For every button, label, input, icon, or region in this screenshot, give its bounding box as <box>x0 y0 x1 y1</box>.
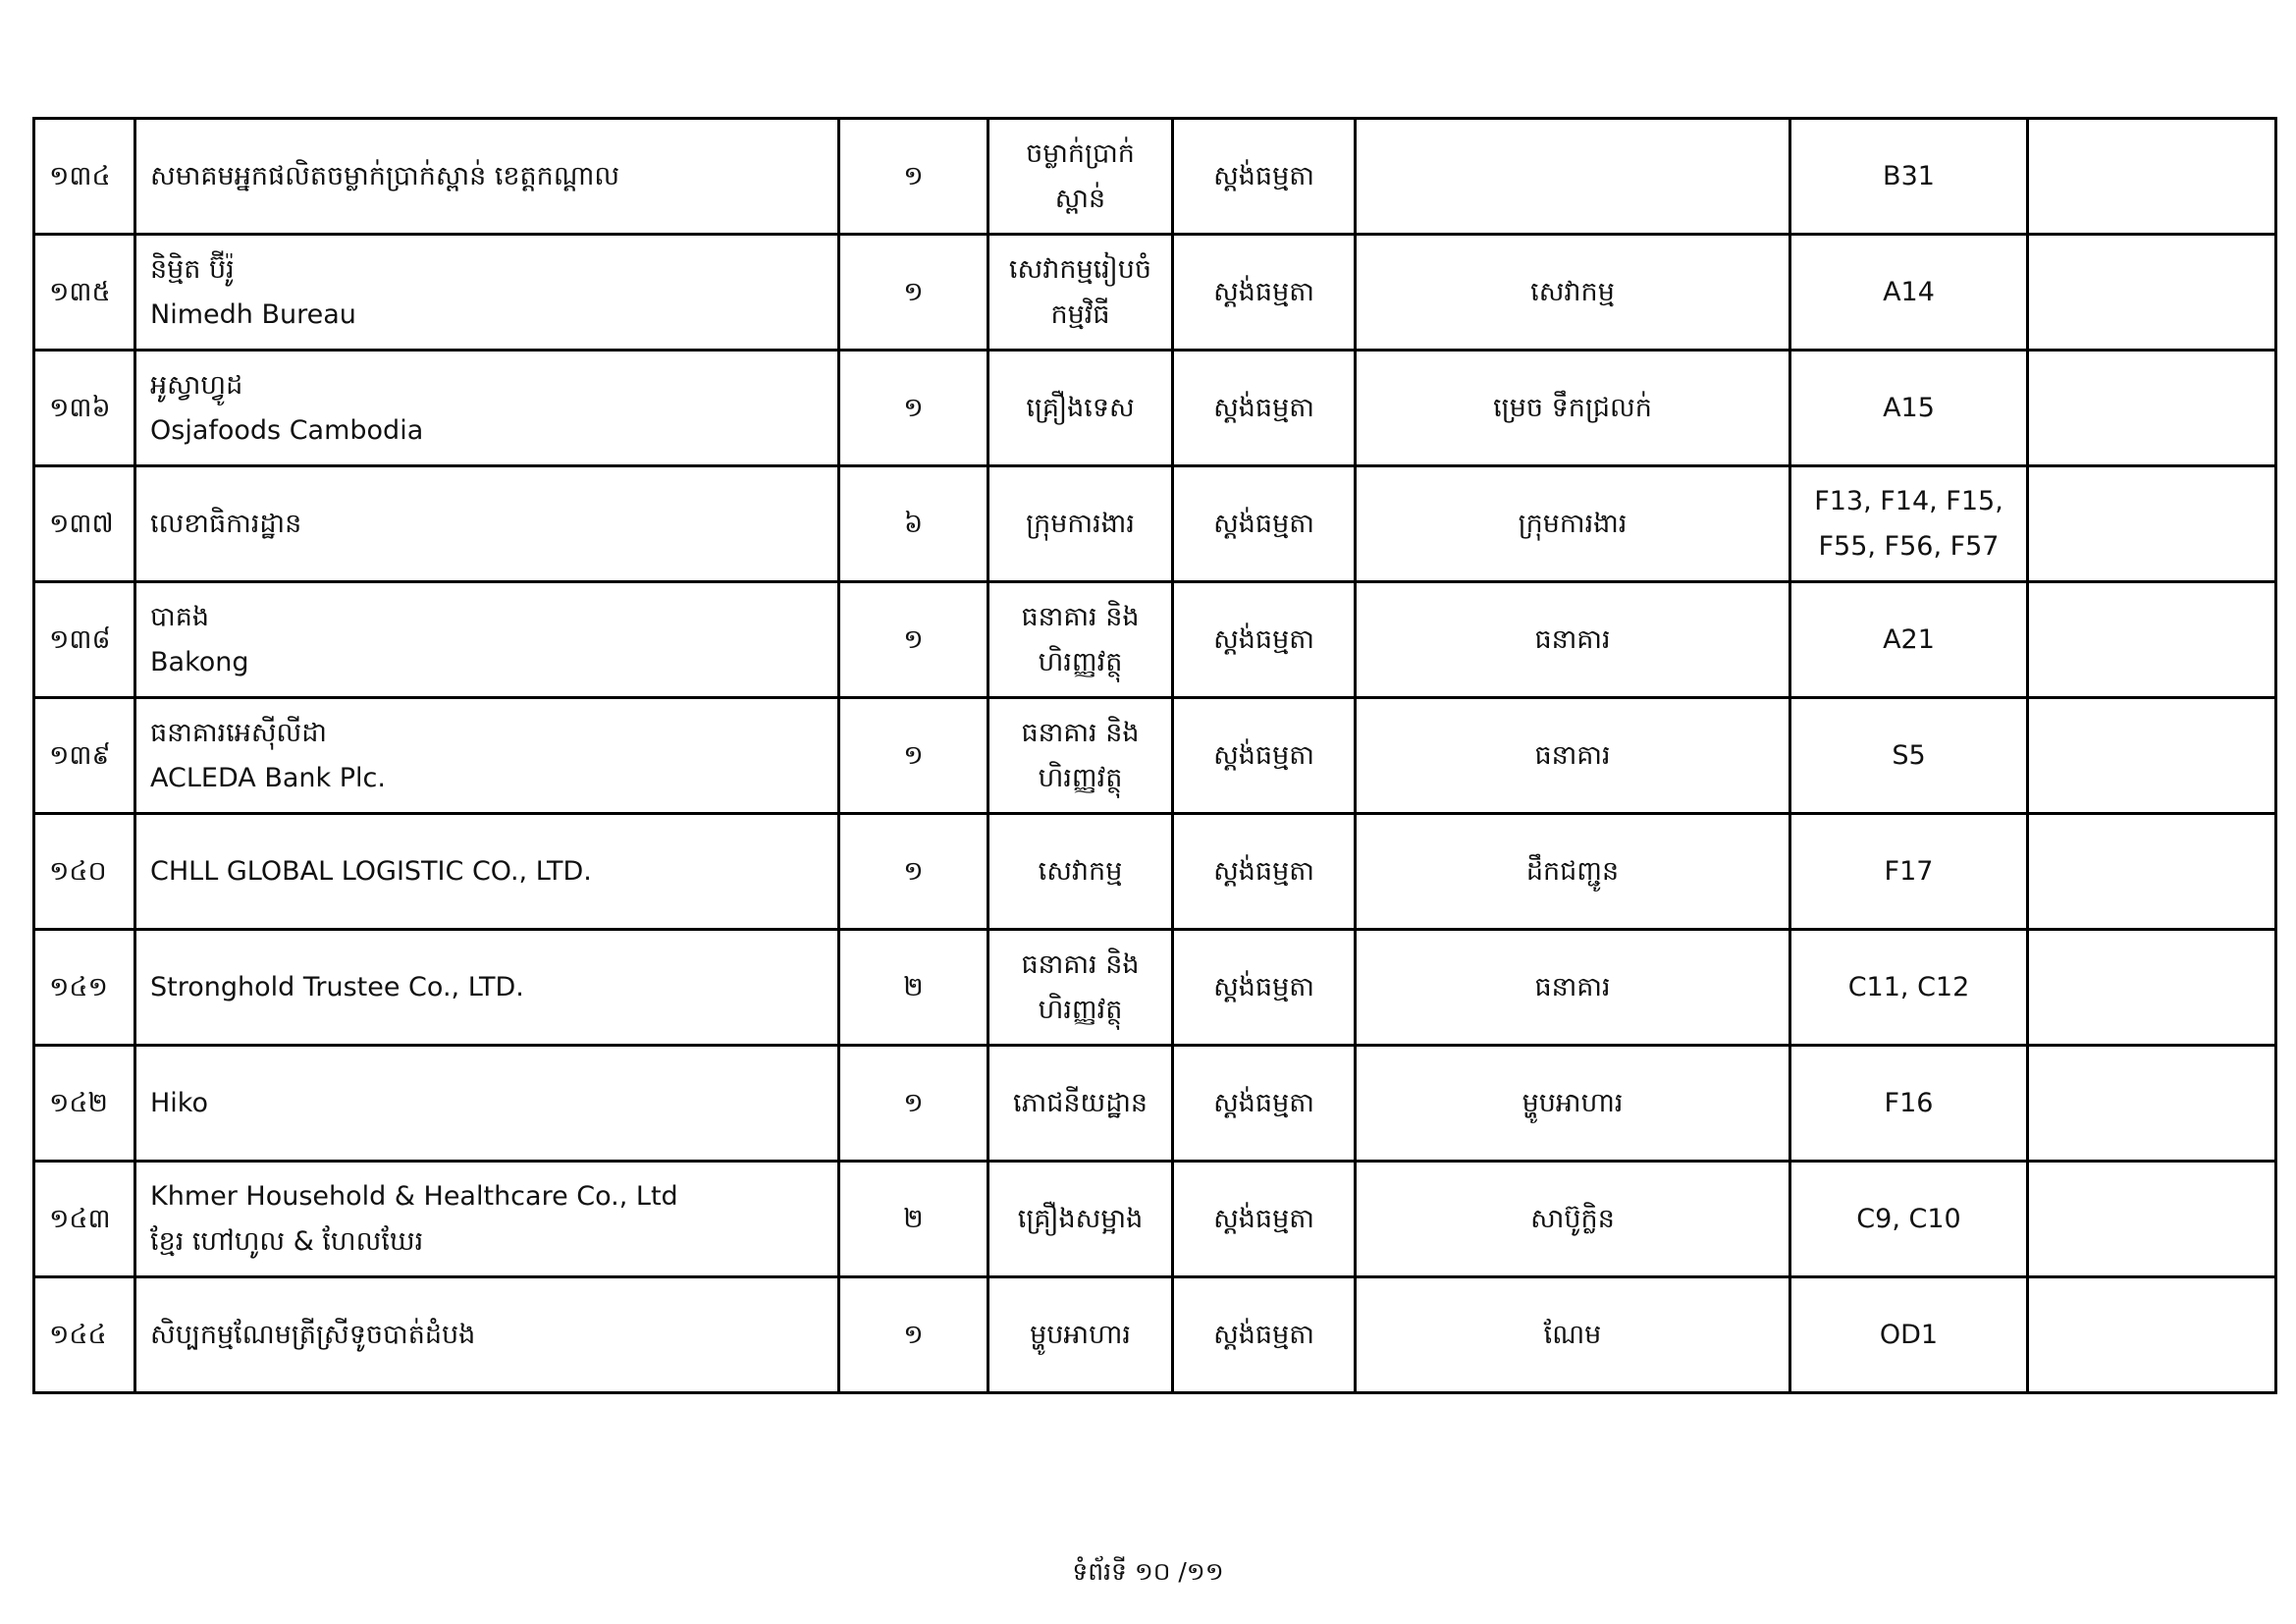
row-number: ១៤២ <box>34 1046 135 1162</box>
booth-codes <box>1790 1162 2028 1277</box>
remarks <box>2028 698 2276 814</box>
row-number: ១៣៨ <box>34 582 135 698</box>
booth-standard: ស្តង់ធម្មតា <box>1173 814 1356 930</box>
business-category-line: ធនាគារ និង <box>1021 601 1140 632</box>
booth-standard: ស្តង់ធម្មតា <box>1173 698 1356 814</box>
booth-quantity: ២ <box>839 1162 988 1277</box>
table-row <box>34 814 2276 930</box>
booth-standard: ស្តង់ធម្មតា <box>1173 930 1356 1046</box>
row-number: ១៣៦ <box>34 351 135 466</box>
business-category-line: ធនាគារ និង <box>1021 717 1140 748</box>
booth-standard: ស្តង់ធម្មតា <box>1173 582 1356 698</box>
business-category <box>988 1046 1173 1162</box>
row-number: ១៤១ <box>34 930 135 1046</box>
exhibitor-name-line: សិប្បកម្មណែមត្រីស្រីទូចបាត់ដំបង <box>150 1319 476 1350</box>
business-category-line: គ្រឿងទេស <box>1026 392 1135 423</box>
booth-codes-line: F17 <box>1884 855 1934 887</box>
row-number: ១៤៤ <box>34 1277 135 1393</box>
business-category-line: ស្ពាន់ <box>1054 183 1106 214</box>
remarks <box>2028 351 2276 466</box>
products: ធនាគារ <box>1356 698 1790 814</box>
booth-codes-line: C11, C12 <box>1847 971 1970 1002</box>
products: ធនាគារ <box>1356 930 1790 1046</box>
booth-codes-line: F16 <box>1884 1087 1934 1118</box>
business-category-line: ក្រុមការងារ <box>1026 508 1135 539</box>
business-category-line: សេវាកម្ម <box>1038 855 1123 887</box>
business-category <box>988 814 1173 930</box>
booth-standard: ស្តង់ធម្មតា <box>1173 1277 1356 1393</box>
exhibitor-name-line: សមាគមអ្នកផលិតចម្លាក់ប្រាក់ស្ពាន់ ខេត្តកណ្តាល <box>150 160 620 191</box>
table-row <box>34 351 2276 466</box>
row-number: ១៣៧ <box>34 466 135 582</box>
products: ណែម <box>1356 1277 1790 1393</box>
booth-codes-line: B31 <box>1883 160 1935 191</box>
business-category-line: ធនាគារ និង <box>1021 948 1140 980</box>
booth-codes-line: OD1 <box>1879 1319 1939 1350</box>
booth-codes-line: F13, F14, F15, <box>1814 485 2003 516</box>
products: ម្រេច ទឹកជ្រលក់ <box>1356 351 1790 466</box>
products: ធនាគារ <box>1356 582 1790 698</box>
remarks <box>2028 582 2276 698</box>
booth-codes-line: C9, C10 <box>1856 1203 1961 1234</box>
booth-codes <box>1790 582 2028 698</box>
booth-codes <box>1790 930 2028 1046</box>
exhibitor-name <box>135 1162 839 1277</box>
business-category-line: ចម្លាក់ប្រាក់ <box>1026 137 1135 169</box>
exhibitor-name-line: អូស្វាហ្វូដ <box>150 369 243 401</box>
booth-quantity: ១ <box>839 351 988 466</box>
exhibitor-name <box>135 351 839 466</box>
page-number: ទំព័រទី ១០ /១១ <box>1072 1557 1224 1586</box>
business-category <box>988 698 1173 814</box>
business-category <box>988 930 1173 1046</box>
exhibitor-name-line: Osjafoods Cambodia <box>150 414 424 446</box>
booth-codes <box>1790 119 2028 235</box>
business-category <box>988 1277 1173 1393</box>
remarks <box>2028 814 2276 930</box>
business-category <box>988 582 1173 698</box>
table-body <box>34 119 2276 1393</box>
table-row <box>34 1046 2276 1162</box>
table-row <box>34 1277 2276 1393</box>
table-row <box>34 698 2276 814</box>
exhibitor-name-line: ACLEDA Bank Plc. <box>150 762 386 793</box>
booth-quantity: ១ <box>839 698 988 814</box>
products: ដឹកជញ្ជូន <box>1356 814 1790 930</box>
products: ក្រុមការងារ <box>1356 466 1790 582</box>
row-number: ១៤៣ <box>34 1162 135 1277</box>
exhibitor-name-line: និម្មិត ប៊ីរ៉ូ <box>150 253 235 285</box>
booth-codes <box>1790 466 2028 582</box>
exhibitor-name <box>135 1277 839 1393</box>
booth-quantity: ២ <box>839 930 988 1046</box>
booth-codes <box>1790 351 2028 466</box>
business-category-line: កម្មវិធី <box>1050 298 1110 330</box>
business-category-line: ភោជនីយដ្ឋាន <box>1012 1087 1148 1118</box>
booth-codes-line: S5 <box>1892 739 1926 771</box>
exhibitor-name <box>135 930 839 1046</box>
business-category <box>988 351 1173 466</box>
table-row <box>34 1162 2276 1277</box>
business-category-line: ហិរញ្ញវត្ថុ <box>1038 762 1123 793</box>
remarks <box>2028 1046 2276 1162</box>
exhibitor-name-line: Hiko <box>150 1087 208 1118</box>
business-category <box>988 235 1173 351</box>
booth-quantity: ១ <box>839 119 988 235</box>
exhibitor-name-line: បាគង <box>150 601 209 632</box>
exhibitor-name-line: Nimedh Bureau <box>150 298 356 330</box>
remarks <box>2028 119 2276 235</box>
exhibitor-name-line: CHLL GLOBAL LOGISTIC CO., LTD. <box>150 855 592 887</box>
exhibitor-name <box>135 235 839 351</box>
business-category <box>988 466 1173 582</box>
business-category <box>988 1162 1173 1277</box>
exhibitor-name <box>135 1046 839 1162</box>
booth-standard: ស្តង់ធម្មតា <box>1173 119 1356 235</box>
products <box>1356 119 1790 235</box>
booth-standard: ស្តង់ធម្មតា <box>1173 1162 1356 1277</box>
booth-quantity: ១ <box>839 814 988 930</box>
booth-codes-line: A14 <box>1883 276 1935 307</box>
row-number: ១៣៤ <box>34 119 135 235</box>
exhibitor-name-line: Khmer Household & Healthcare Co., Ltd <box>150 1180 678 1212</box>
booth-quantity: ១ <box>839 1046 988 1162</box>
booth-quantity: ១ <box>839 582 988 698</box>
booth-standard: ស្តង់ធម្មតា <box>1173 466 1356 582</box>
booth-codes <box>1790 235 2028 351</box>
exhibitor-name <box>135 814 839 930</box>
table-row <box>34 930 2276 1046</box>
exhibitor-name <box>135 582 839 698</box>
booth-quantity: ១ <box>839 235 988 351</box>
exhibitor-table <box>32 117 2277 1394</box>
exhibitor-name-line: Stronghold Trustee Co., LTD. <box>150 971 524 1002</box>
exhibitor-name <box>135 119 839 235</box>
row-number: ១៣៥ <box>34 235 135 351</box>
products: សាប៊ូក្លិន <box>1356 1162 1790 1277</box>
exhibitor-name-line: ខ្មែរ ហៅហូល & ហែលឃែរ <box>150 1225 424 1257</box>
exhibitor-name-line: Bakong <box>150 646 249 677</box>
booth-standard: ស្តង់ធម្មតា <box>1173 1046 1356 1162</box>
exhibitor-name <box>135 466 839 582</box>
business-category-line: ហិរញ្ញវត្ថុ <box>1038 994 1123 1025</box>
row-number: ១៣៩ <box>34 698 135 814</box>
booth-codes <box>1790 1046 2028 1162</box>
business-category <box>988 119 1173 235</box>
exhibitor-name-line: លេខាធិការដ្ឋាន <box>150 508 302 539</box>
table-row <box>34 235 2276 351</box>
table-row <box>34 582 2276 698</box>
remarks <box>2028 1277 2276 1393</box>
table-row <box>34 119 2276 235</box>
row-number: ១៤០ <box>34 814 135 930</box>
booth-standard: ស្តង់ធម្មតា <box>1173 351 1356 466</box>
products: ម្ហូបអាហារ <box>1356 1046 1790 1162</box>
booth-codes-line: A15 <box>1883 392 1935 423</box>
booth-codes <box>1790 698 2028 814</box>
remarks <box>2028 235 2276 351</box>
business-category-line: ម្ហូបអាហារ <box>1030 1319 1131 1350</box>
business-category-line: សេវាកម្មរៀបចំ <box>1008 253 1152 285</box>
booth-codes-line: A21 <box>1883 623 1935 655</box>
booth-codes-line: F55, F56, F57 <box>1818 530 2000 562</box>
booth-codes <box>1790 1277 2028 1393</box>
products: សេវាកម្ម <box>1356 235 1790 351</box>
booth-standard: ស្តង់ធម្មតា <box>1173 235 1356 351</box>
exhibitor-name-line: ធនាគារអេស៊ីលីដា <box>150 717 327 748</box>
business-category-line: គ្រឿងសម្អាង <box>1017 1203 1144 1234</box>
booth-quantity: ១ <box>839 1277 988 1393</box>
booth-quantity: ៦ <box>839 466 988 582</box>
remarks <box>2028 466 2276 582</box>
remarks <box>2028 1162 2276 1277</box>
booth-codes <box>1790 814 2028 930</box>
exhibitor-name <box>135 698 839 814</box>
table-row <box>34 466 2276 582</box>
remarks <box>2028 930 2276 1046</box>
business-category-line: ហិរញ្ញវត្ថុ <box>1038 646 1123 677</box>
